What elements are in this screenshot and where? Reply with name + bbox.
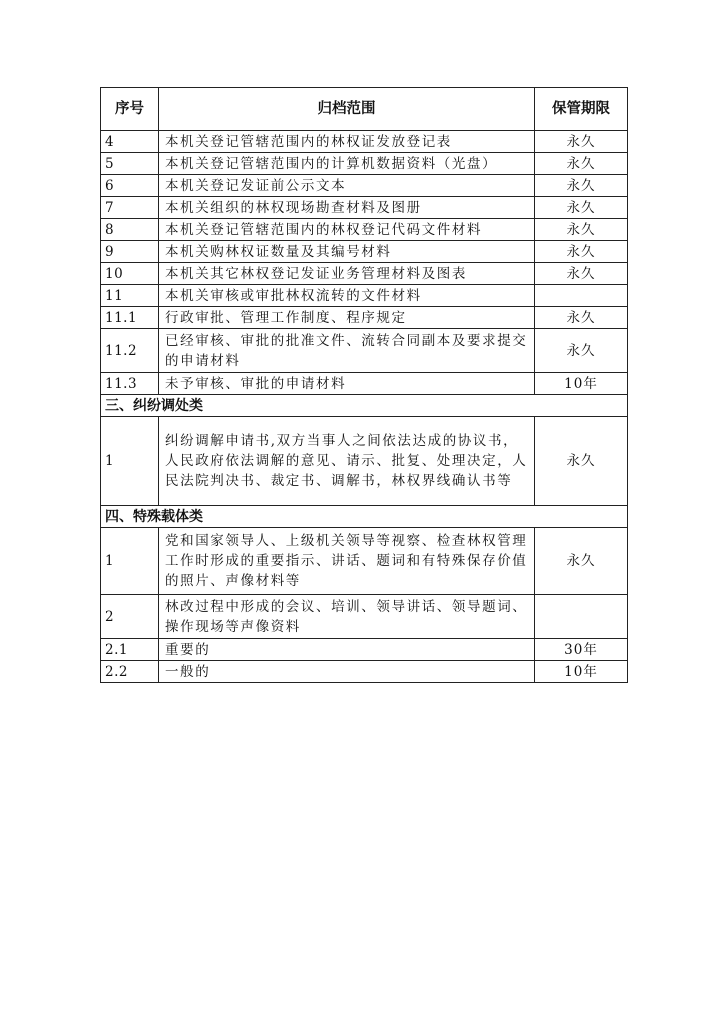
table-row — [101, 639, 628, 661]
row-number: 8 — [101, 219, 159, 241]
row-scope: 本机关登记管辖范围内的计算机数据资料（光盘） — [159, 153, 535, 175]
row-scope: 一般的 — [159, 661, 535, 683]
row-number: 2.1 — [101, 639, 159, 661]
row-number: 1 — [101, 528, 159, 595]
table-row — [101, 661, 628, 683]
section-row — [101, 395, 628, 417]
row-scope: 本机关组织的林权现场勘查材料及图册 — [159, 197, 535, 219]
row-scope: 本机关登记发证前公示文本 — [159, 175, 535, 197]
archive-scope-table — [100, 87, 628, 683]
table-row — [101, 307, 628, 329]
row-scope: 本机关其它林权登记发证业务管理材料及图表 — [159, 263, 535, 285]
header-scope: 归档范围 — [159, 88, 535, 131]
row-scope: 重要的 — [159, 639, 535, 661]
table-row — [101, 417, 628, 506]
header-no: 序号 — [101, 88, 159, 131]
row-period: 永久 — [535, 197, 628, 219]
row-scope: 本机关登记管辖范围内的林权登记代码文件材料 — [159, 219, 535, 241]
table-header-row — [101, 88, 628, 131]
row-number: 11 — [101, 285, 159, 307]
table-row — [101, 219, 628, 241]
table-row — [101, 373, 628, 395]
row-number: 5 — [101, 153, 159, 175]
row-number: 4 — [101, 131, 159, 153]
row-period: 10年 — [535, 373, 628, 395]
table-row — [101, 175, 628, 197]
row-period: 永久 — [535, 263, 628, 285]
table-row — [101, 131, 628, 153]
row-period: 永久 — [535, 528, 628, 595]
table-row — [101, 595, 628, 639]
table-body — [101, 131, 628, 683]
section-title: 四、特殊载体类 — [101, 506, 628, 528]
table-row — [101, 241, 628, 263]
row-number: 9 — [101, 241, 159, 263]
row-number: 10 — [101, 263, 159, 285]
row-period: 永久 — [535, 329, 628, 373]
row-number: 2.2 — [101, 661, 159, 683]
row-scope: 纠纷调解申请书,双方当事人之间依法达成的协议书，人民政府依法调解的意见、请示、批复、处理决定，人民法院判决书、裁定书、调解书，林权界线确认书等 — [159, 417, 535, 506]
row-number: 11.1 — [101, 307, 159, 329]
row-number: 1 — [101, 417, 159, 506]
row-number: 11.2 — [101, 329, 159, 373]
row-scope: 本机关审核或审批林权流转的文件材料 — [159, 285, 535, 307]
row-scope: 本机关登记管辖范围内的林权证发放登记表 — [159, 131, 535, 153]
table-row — [101, 285, 628, 307]
row-scope: 未予审核、审批的申请材料 — [159, 373, 535, 395]
row-period: 永久 — [535, 417, 628, 506]
table-row — [101, 197, 628, 219]
row-period: 永久 — [535, 219, 628, 241]
row-period: 永久 — [535, 241, 628, 263]
row-period: 10年 — [535, 661, 628, 683]
row-number: 11.3 — [101, 373, 159, 395]
row-scope: 本机关购林权证数量及其编号材料 — [159, 241, 535, 263]
row-scope: 已经审核、审批的批准文件、流转合同副本及要求提交的申请材料 — [159, 329, 535, 373]
row-period: 永久 — [535, 175, 628, 197]
row-period: 永久 — [535, 307, 628, 329]
row-scope: 党和国家领导人、上级机关领导等视察、检查林权管理工作时形成的重要指示、讲话、题词和有特殊保存价值的照片、声像材料等 — [159, 528, 535, 595]
row-period — [535, 285, 628, 307]
row-number: 2 — [101, 595, 159, 639]
row-period: 永久 — [535, 153, 628, 175]
table-row — [101, 528, 628, 595]
row-number: 6 — [101, 175, 159, 197]
row-period — [535, 595, 628, 639]
table-row — [101, 329, 628, 373]
row-scope: 林改过程中形成的会议、培训、领导讲话、领导题词、操作现场等声像资料 — [159, 595, 535, 639]
row-number: 7 — [101, 197, 159, 219]
header-period: 保管期限 — [535, 88, 628, 131]
table-row — [101, 263, 628, 285]
row-scope: 行政审批、管理工作制度、程序规定 — [159, 307, 535, 329]
section-title: 三、纠纷调处类 — [101, 395, 628, 417]
section-row — [101, 506, 628, 528]
table-row — [101, 153, 628, 175]
row-period: 永久 — [535, 131, 628, 153]
row-period: 30年 — [535, 639, 628, 661]
